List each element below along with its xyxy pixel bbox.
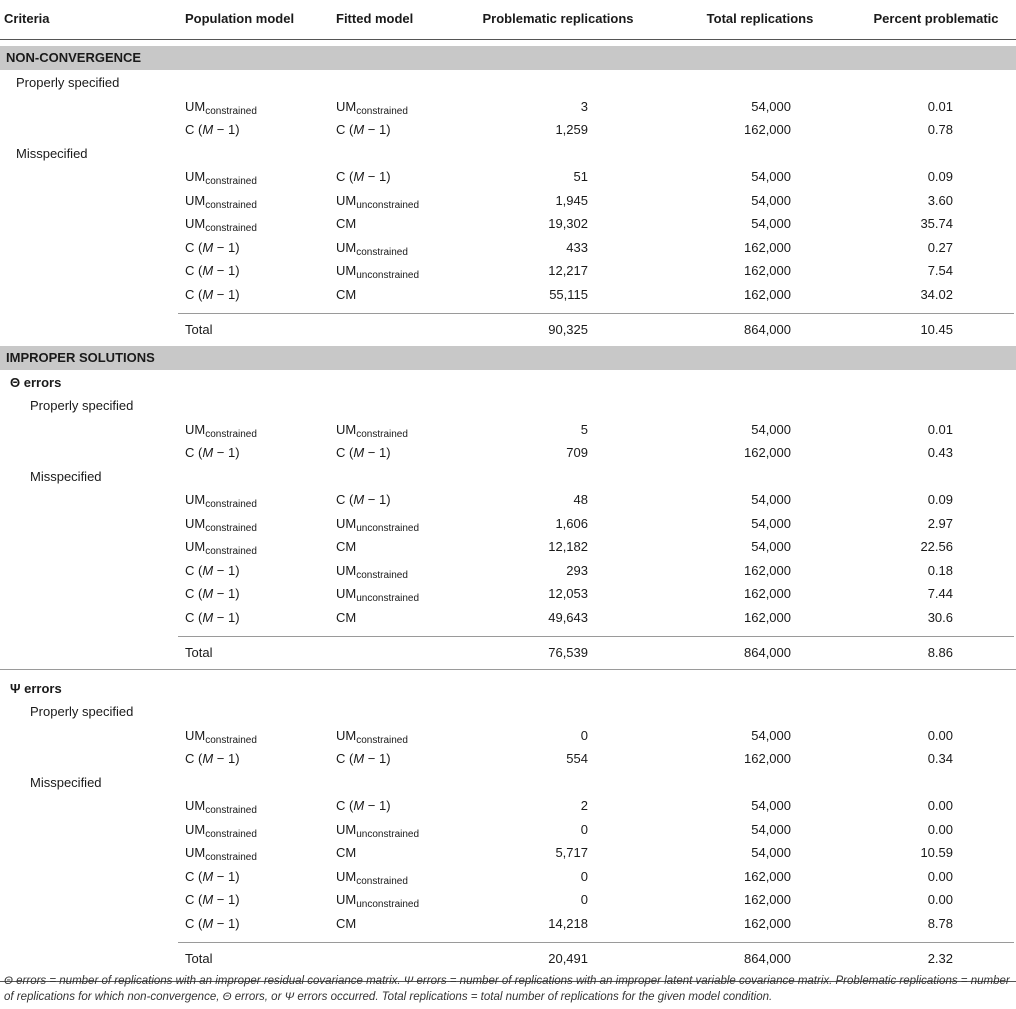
- total-rule: [178, 313, 1014, 314]
- total-row: [0, 947, 1016, 970]
- table-row: [0, 512, 1016, 535]
- fitted-model-cell: $UM_{constrained}$: [336, 98, 408, 117]
- problematic-replications-cell: 3: [580, 98, 588, 114]
- total-replications-cell: 54,000: [751, 169, 791, 184]
- population-model-cell: $UM_{constrained}$: [185, 727, 257, 746]
- fitted-model-cell: C (M − 1): [336, 798, 391, 813]
- population-model-cell: C (M − 1): [185, 609, 240, 625]
- population-model-cell: C (M − 1): [185, 445, 240, 460]
- total-replications-cell: 162,000: [744, 751, 791, 766]
- fitted-model-cell: CM: [336, 609, 357, 625]
- fitted-model-cell: $UM_{unconstrained}$: [336, 515, 420, 534]
- group-label: Misspecified: [30, 774, 102, 790]
- total-replications-cell: 54,000: [751, 216, 791, 231]
- total-row: [0, 641, 1016, 664]
- table-row: [0, 95, 1016, 118]
- group-label: Properly specified: [30, 398, 134, 413]
- percent-problematic-cell: 34.02: [920, 286, 953, 302]
- population-model-cell: $UM_{constrained}$: [185, 169, 257, 187]
- fitted-model-cell: $UM_{constrained}$: [336, 562, 408, 581]
- percent-problematic-cell: 2.97: [927, 515, 953, 531]
- fitted-model-cell: CM: [336, 216, 357, 231]
- percent-problematic-cell: 0.00: [927, 821, 953, 837]
- table-row: [0, 865, 1016, 888]
- problematic-replications-cell: 49,643: [548, 609, 588, 625]
- fitted-model-cell: CM: [336, 845, 357, 860]
- table-row: [0, 212, 1016, 235]
- total-total-cell: 864,000: [744, 322, 791, 337]
- population-model-cell: C (M − 1): [185, 751, 240, 766]
- fitted-model-cell: $UM_{constrained}$: [336, 239, 408, 258]
- population-model-cell: $UM_{constrained}$: [185, 798, 257, 816]
- group-label: Misspecified: [30, 468, 102, 484]
- table-row: [0, 441, 1016, 464]
- fitted-model-cell: $UM_{constrained}$: [336, 421, 408, 440]
- percent-problematic-cell: 0.43: [927, 445, 953, 460]
- problematic-replications-cell: 5,717: [555, 845, 588, 860]
- table-row: [0, 488, 1016, 511]
- population-model-cell: C (M − 1): [185, 286, 240, 302]
- total-replications-cell: 162,000: [744, 868, 791, 884]
- group-label-row: [0, 142, 1016, 165]
- population-model-cell: C (M − 1): [185, 562, 240, 578]
- section-title: IMPROPER SOLUTIONS: [6, 349, 155, 365]
- population-model-cell: $UM_{constrained}$: [185, 192, 257, 211]
- total-replications-cell: 162,000: [744, 239, 791, 255]
- table-row: [0, 794, 1016, 817]
- subsection-title-row: [0, 677, 1016, 700]
- percent-problematic-cell: 30.6: [927, 609, 953, 625]
- table-row: [0, 259, 1016, 282]
- percent-problematic-cell: 0.00: [927, 892, 953, 907]
- total-label: Total: [185, 645, 213, 660]
- table-row: [0, 165, 1016, 188]
- total-replications-cell: 54,000: [751, 515, 791, 531]
- total-rule: [178, 636, 1014, 637]
- fitted-model-cell: $UM_{unconstrained}$: [336, 821, 420, 840]
- subsection-rule: [0, 669, 1016, 670]
- total-percent-cell: 10.45: [920, 322, 953, 337]
- fitted-model-cell: C (M − 1): [336, 122, 391, 137]
- table-row: [0, 888, 1016, 911]
- percent-problematic-cell: 35.74: [920, 216, 953, 231]
- problematic-replications-cell: 55,115: [549, 286, 588, 302]
- table-row: [0, 189, 1016, 212]
- total-rule: [178, 942, 1014, 943]
- table-row: [0, 283, 1016, 306]
- total-replications-cell: 162,000: [744, 586, 791, 601]
- population-model-cell: C (M − 1): [185, 868, 240, 884]
- problematic-replications-cell: 1,606: [555, 515, 588, 531]
- percent-problematic-cell: 0.18: [927, 562, 953, 578]
- problematic-replications-cell: 1,259: [555, 122, 588, 137]
- problematic-replications-cell: 0: [580, 868, 588, 884]
- group-label: Misspecified: [16, 145, 88, 161]
- header-percent-problematic: Percent problematic: [873, 11, 999, 26]
- table-row: [0, 747, 1016, 770]
- percent-problematic-cell: 7.44: [927, 586, 953, 601]
- fitted-model-cell: $UM_{unconstrained}$: [336, 586, 420, 604]
- total-replications-cell: 162,000: [744, 562, 791, 578]
- total-replications-cell: 162,000: [744, 286, 791, 302]
- population-model-cell: $UM_{constrained}$: [185, 539, 257, 557]
- total-replications-cell: 54,000: [751, 845, 791, 860]
- percent-problematic-cell: 8.78: [927, 915, 953, 931]
- percent-problematic-cell: 0.34: [927, 751, 953, 766]
- table-row: [0, 236, 1016, 259]
- problematic-replications-cell: 12,053: [548, 586, 588, 601]
- fitted-model-cell: CM: [336, 286, 357, 302]
- section-title: NON-CONVERGENCE: [6, 50, 142, 65]
- table-row: [0, 818, 1016, 841]
- total-replications-cell: 162,000: [744, 263, 791, 278]
- percent-problematic-cell: 0.00: [927, 798, 953, 813]
- total-row: [0, 318, 1016, 341]
- percent-problematic-cell: 3.60: [927, 192, 953, 208]
- group-label: Properly specified: [16, 75, 120, 90]
- group-label-row: [0, 700, 1016, 723]
- fitted-model-cell: C (M − 1): [336, 445, 391, 460]
- table-row: [0, 535, 1016, 558]
- fitted-model-cell: C (M − 1): [336, 751, 391, 766]
- total-total-cell: 864,000: [744, 645, 791, 660]
- group-label-row: [0, 465, 1016, 488]
- population-model-cell: C (M − 1): [185, 263, 240, 278]
- header-criteria: Criteria: [4, 11, 50, 26]
- population-model-cell: C (M − 1): [185, 586, 240, 601]
- table-row: [0, 118, 1016, 141]
- fitted-model-cell: $UM_{constrained}$: [336, 727, 408, 746]
- total-replications-cell: 162,000: [744, 445, 791, 460]
- table-row: [0, 841, 1016, 864]
- total-replications-cell: 54,000: [751, 421, 791, 437]
- total-problematic-cell: 76,539: [548, 645, 588, 660]
- population-model-cell: $UM_{constrained}$: [185, 98, 257, 117]
- population-model-cell: $UM_{constrained}$: [185, 216, 257, 234]
- population-model-cell: $UM_{constrained}$: [185, 821, 257, 840]
- population-model-cell: C (M − 1): [185, 915, 240, 931]
- problematic-replications-cell: 709: [566, 445, 588, 460]
- header-fitted-model: Fitted model: [336, 11, 414, 26]
- table-row: [0, 559, 1016, 582]
- table-row: [0, 582, 1016, 605]
- problematic-replications-cell: 0: [580, 892, 588, 907]
- population-model-cell: C (M − 1): [185, 892, 240, 907]
- population-model-cell: $UM_{constrained}$: [185, 492, 257, 510]
- problematic-replications-cell: 14,218: [548, 915, 588, 931]
- percent-problematic-cell: 0.27: [927, 239, 953, 255]
- fitted-model-cell: CM: [336, 915, 357, 931]
- total-replications-cell: 54,000: [751, 798, 791, 813]
- problematic-replications-cell: 554: [566, 751, 588, 766]
- total-total-cell: 864,000: [744, 951, 791, 966]
- total-label: Total: [185, 322, 213, 337]
- percent-problematic-cell: 7.54: [927, 263, 953, 278]
- fitted-model-cell: C (M − 1): [336, 169, 391, 184]
- problematic-replications-cell: 433: [566, 239, 588, 255]
- header-population-model: Population model: [185, 11, 295, 26]
- problematic-replications-cell: 51: [573, 169, 588, 184]
- problematic-replications-cell: 2: [580, 798, 588, 813]
- percent-problematic-cell: 0.09: [927, 492, 953, 507]
- fitted-model-cell: $UM_{unconstrained}$: [336, 892, 420, 910]
- total-replications-cell: 162,000: [744, 609, 791, 625]
- table-row: [0, 418, 1016, 441]
- problematic-replications-cell: 0: [580, 727, 588, 743]
- percent-problematic-cell: 0.01: [927, 421, 953, 437]
- percent-problematic-cell: 22.56: [920, 539, 953, 554]
- total-problematic-cell: 90,325: [548, 322, 588, 337]
- total-replications-cell: 162,000: [744, 122, 791, 137]
- fitted-model-cell: $UM_{constrained}$: [336, 868, 408, 887]
- total-replications-cell: 54,000: [751, 539, 791, 554]
- fitted-model-cell: $UM_{unconstrained}$: [336, 263, 420, 281]
- population-model-cell: $UM_{constrained}$: [185, 845, 257, 863]
- fitted-model-cell: $UM_{unconstrained}$: [336, 192, 420, 211]
- group-label-row: [0, 71, 1016, 94]
- problematic-replications-cell: 1,945: [555, 192, 588, 208]
- table-footnote: Θ errors = number of replications with an improper residual covariance matrix. Ψ errors = number of replications with an improper latent variable covariance matrix. Problematic replications = number of replications for which non-convergence, Θ errors, or Ψ errors occurred. Total replications = total number of replications for the given model condition.: [4, 975, 1010, 1003]
- total-percent-cell: 2.32: [927, 951, 953, 966]
- section-header: [0, 46, 1016, 70]
- percent-problematic-cell: 0.01: [927, 98, 953, 114]
- group-label-row: [0, 394, 1016, 417]
- table-row: [0, 912, 1016, 935]
- total-problematic-cell: 20,491: [548, 951, 588, 966]
- percent-problematic-cell: 0.00: [927, 868, 953, 884]
- fitted-model-cell: CM: [336, 539, 357, 554]
- total-replications-cell: 54,000: [751, 98, 791, 114]
- problematic-replications-cell: 293: [566, 562, 588, 578]
- problematic-replications-cell: 12,182: [548, 539, 588, 554]
- population-model-cell: $UM_{constrained}$: [185, 515, 257, 534]
- section-header: [0, 346, 1016, 370]
- total-replications-cell: 162,000: [744, 915, 791, 931]
- group-label: Properly specified: [30, 704, 134, 719]
- total-replications-cell: 54,000: [751, 821, 791, 837]
- table-header-row: [0, 7, 1016, 30]
- percent-problematic-cell: 0.09: [927, 169, 953, 184]
- header-problematic-replications: Problematic replications: [482, 11, 634, 26]
- problematic-replications-cell: 5: [580, 421, 588, 437]
- total-label: Total: [185, 951, 213, 966]
- percent-problematic-cell: 0.78: [927, 122, 953, 137]
- population-model-cell: C (M − 1): [185, 122, 240, 137]
- total-replications-cell: 162,000: [744, 892, 791, 907]
- percent-problematic-cell: 10.59: [920, 845, 953, 860]
- percent-problematic-cell: 0.00: [927, 727, 953, 743]
- fitted-model-cell: C (M − 1): [336, 492, 391, 507]
- problematic-replications-cell: 0: [580, 821, 588, 837]
- total-replications-cell: 54,000: [751, 492, 791, 507]
- total-percent-cell: 8.86: [927, 645, 953, 660]
- population-model-cell: $UM_{constrained}$: [185, 421, 257, 440]
- total-replications-cell: 54,000: [751, 192, 791, 208]
- total-replications-cell: 54,000: [751, 727, 791, 743]
- group-label-row: [0, 771, 1016, 794]
- table-row: [0, 606, 1016, 629]
- problematic-replications-cell: 12,217: [548, 263, 588, 278]
- subsection-title: Ψ errors: [10, 680, 62, 696]
- header-total-replications: Total replications: [706, 11, 814, 26]
- subsection-title: Θ errors: [10, 374, 62, 390]
- table-row: [0, 724, 1016, 747]
- problematic-replications-cell: 19,302: [548, 216, 588, 231]
- population-model-cell: C (M − 1): [185, 239, 240, 255]
- header-rule: [0, 39, 1016, 40]
- problematic-replications-cell: 48: [573, 492, 588, 507]
- subsection-title-row: [0, 371, 1016, 394]
